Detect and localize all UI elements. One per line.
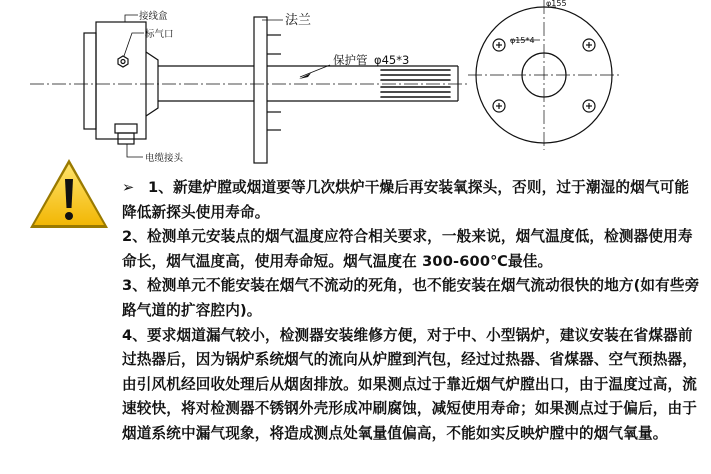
label-protection-tube: 保护管 — [333, 53, 368, 67]
label-junction-box: 接线盒 — [139, 11, 168, 22]
note-item-2: 2、检测单元安装点的烟气温度应符合相关要求，一般来说，烟气温度低，检测器使用寿命长，烟气温度高，使用寿命短。烟气温度在 300-600℃最佳。 — [122, 228, 693, 270]
junction-box — [84, 33, 96, 129]
cable-connector — [115, 124, 137, 133]
bolt-hole — [583, 39, 595, 51]
calibration-port — [118, 56, 128, 67]
bolt-hole — [493, 39, 505, 51]
flange-front-view — [468, 0, 620, 150]
warning-triangle-icon — [28, 157, 110, 231]
installation-notes — [122, 176, 702, 447]
installation-diagram — [0, 0, 711, 175]
filter-slots — [381, 70, 450, 97]
bolt-hole — [583, 100, 595, 112]
flange-side — [254, 17, 267, 163]
label-flange-diameter: φ155 — [546, 0, 567, 8]
arrow-bullet-icon: ➢ — [122, 179, 135, 196]
label-tube-spec: φ45*3 — [374, 53, 410, 67]
label-flange: 法兰 — [285, 13, 312, 28]
label-calibration-port: 标气口 — [145, 29, 174, 40]
label-cable-connector: 电缆接头 — [145, 153, 184, 164]
label-hole-spec: φ15*4 — [510, 36, 535, 45]
note-item-4: 4、要求烟道漏气较小，检测器安装维修方便，对于中、小型锅炉，建议安装在省煤器前过热器后，因为锅炉系统烟气的流向从炉膛到汽包，经过过热器、省煤器、空气预热器，由引风机经回收处理后从烟囱排放。如果测点过于靠近烟气炉膛出口，由于温度过高，流速较快，将对检测器不锈钢外壳形成冲刷腐蚀，减短使用寿命；如果测点过于偏后，由于烟道系统中漏气现象，将造成测点处氧量值偏高，不能如实反映炉膛中的烟气氧量。 — [122, 326, 698, 442]
note-item-3: 3、检测单元不能安装在烟气不流动的死角，也不能安装在烟气流动很快的地方(如有些旁路气道的扩容腔内)。 — [122, 277, 700, 319]
note-item-1: ➢ 1、新建炉膛或烟道要等几次烘炉干燥后再安装氧探头，否则，过于潮湿的烟气可能降低新探头使用寿命。 — [122, 176, 702, 225]
bolt-hole — [493, 100, 505, 112]
